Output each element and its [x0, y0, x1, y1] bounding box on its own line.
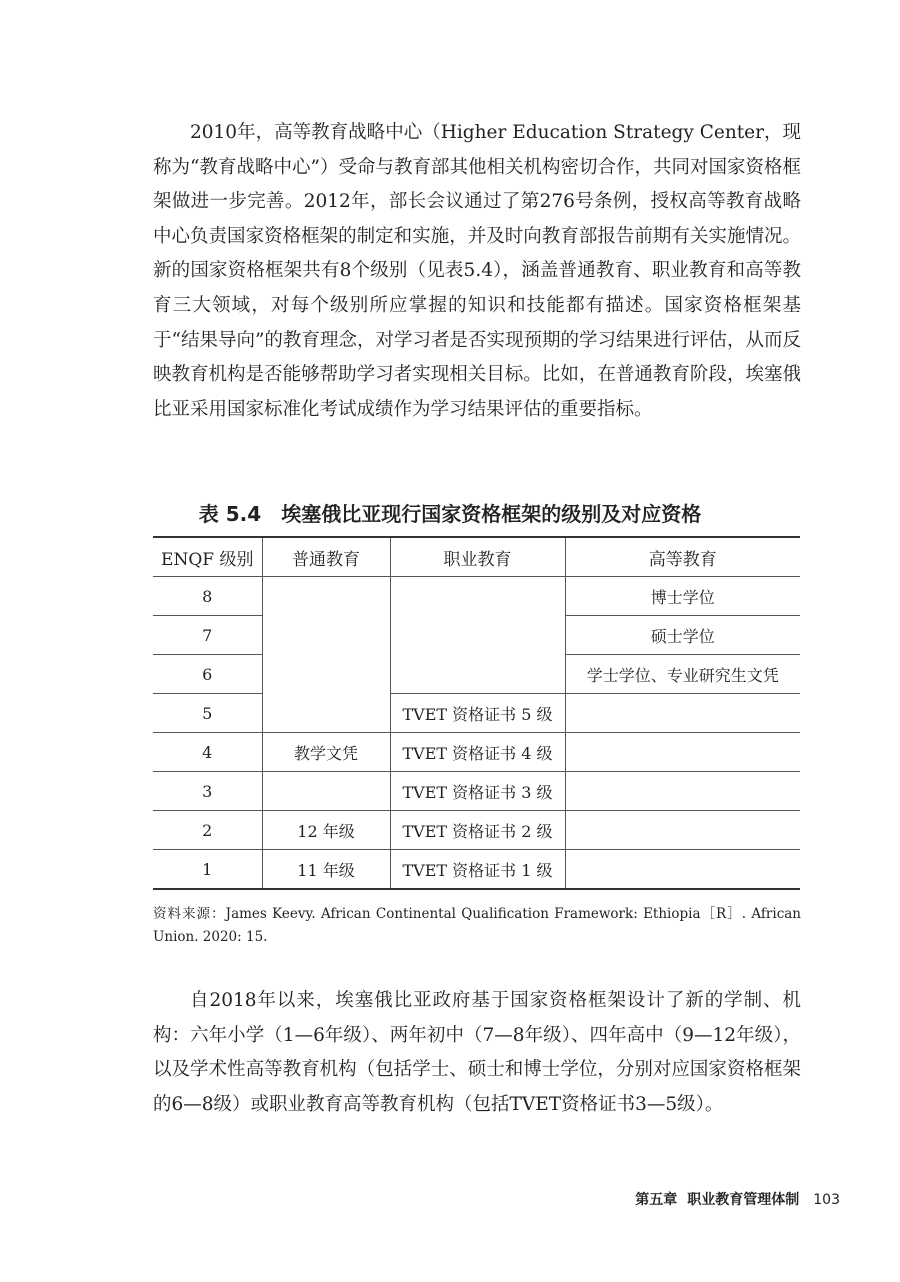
table-caption [0, 498, 900, 527]
qualification-framework-table [153, 536, 800, 890]
cell-general: 11 年级 [262, 850, 390, 890]
cell-higher: 博士学位 [565, 577, 800, 616]
table-row [153, 811, 800, 850]
page-footer [635, 1189, 840, 1209]
cell-level: 4 [153, 733, 262, 772]
cell-vocational: TVET 资格证书 5 级 [390, 694, 565, 733]
cell-general-empty [262, 577, 390, 733]
table-header-row [153, 537, 800, 577]
cell-higher [565, 811, 800, 850]
cell-level: 5 [153, 694, 262, 733]
page-number: 103 [813, 1192, 840, 1208]
table-row [153, 850, 800, 890]
cell-level: 3 [153, 772, 262, 811]
chapter-label: 第五章 [635, 1192, 678, 1208]
cell-vocational: TVET 资格证书 2 级 [390, 811, 565, 850]
table-number: 表 5.4 [198, 502, 262, 526]
cell-general: 教学文凭 [262, 733, 390, 772]
cell-general: 12 年级 [262, 811, 390, 850]
cell-vocational: TVET 资格证书 1 级 [390, 850, 565, 890]
table-row [153, 772, 800, 811]
cell-higher [565, 694, 800, 733]
cell-higher: 学士学位、专业研究生文凭 [565, 655, 800, 694]
cell-level: 7 [153, 616, 262, 655]
header-general-education: 普通教育 [262, 537, 390, 577]
cell-vocational-empty [390, 577, 565, 694]
table-row [153, 577, 800, 616]
body-paragraph-1: 2010年，高等教育战略中心（Higher Education Strategy Center，现称为“教育战略中心”）受命与教育部其他相关机构密切合作，共同对国家资格框架做进一步完善。2012年，部长会议通过了第276号条例，授权高等教育战略中心负责国家资格框架的制定和实施，并及时向教育部报告前期有关实施情况。新的国家资格框架共有8个级别（见表5.4），涵盖普通教育、职业教育和高等教育三大领域，对每个级别所应掌握的知识和技能都有描述。国家资格框架基于“结果导向”的教育理念，对学习者是否实现预期的学习结果进行评估，从而反映教育机构是否能够帮助学习者实现相关目标。比如，在普通教育阶段，埃塞俄比亚采用国家标准化考试成绩作为学习结果评估的重要指标。 [153, 122, 801, 420]
header-higher-education: 高等教育 [565, 537, 800, 577]
cell-higher [565, 772, 800, 811]
table-row [153, 733, 800, 772]
cell-level: 2 [153, 811, 262, 850]
cell-level: 6 [153, 655, 262, 694]
cell-higher [565, 850, 800, 890]
table-row [153, 694, 800, 733]
header-level: ENQF 级别 [153, 537, 262, 577]
header-vocational-education: 职业教育 [390, 537, 565, 577]
cell-higher: 硕士学位 [565, 616, 800, 655]
cell-general [262, 772, 390, 811]
cell-level: 8 [153, 577, 262, 616]
chapter-title: 职业教育管理体制 [687, 1192, 800, 1208]
table-title: 埃塞俄比亚现行国家资格框架的级别及对应资格 [281, 502, 702, 526]
cell-vocational: TVET 资格证书 4 级 [390, 733, 565, 772]
cell-higher [565, 733, 800, 772]
table-source-note: 资料来源：James Keevy. African Continental Qualification Framework: Ethiopia［R］. African Union. 2020: 15. [153, 906, 801, 945]
cell-level: 1 [153, 850, 262, 890]
body-paragraph-2: 自2018年以来，埃塞俄比亚政府基于国家资格框架设计了新的学制、机构：六年小学（1—6年级）、两年初中（7—8年级）、四年高中（9—12年级），以及学术性高等教育机构（包括学士、硕士和博士学位，分别对应国家资格框架的6—8级）或职业教育高等教育机构（包括TVET资格证书3—5级）。 [153, 990, 801, 1115]
cell-vocational: TVET 资格证书 3 级 [390, 772, 565, 811]
